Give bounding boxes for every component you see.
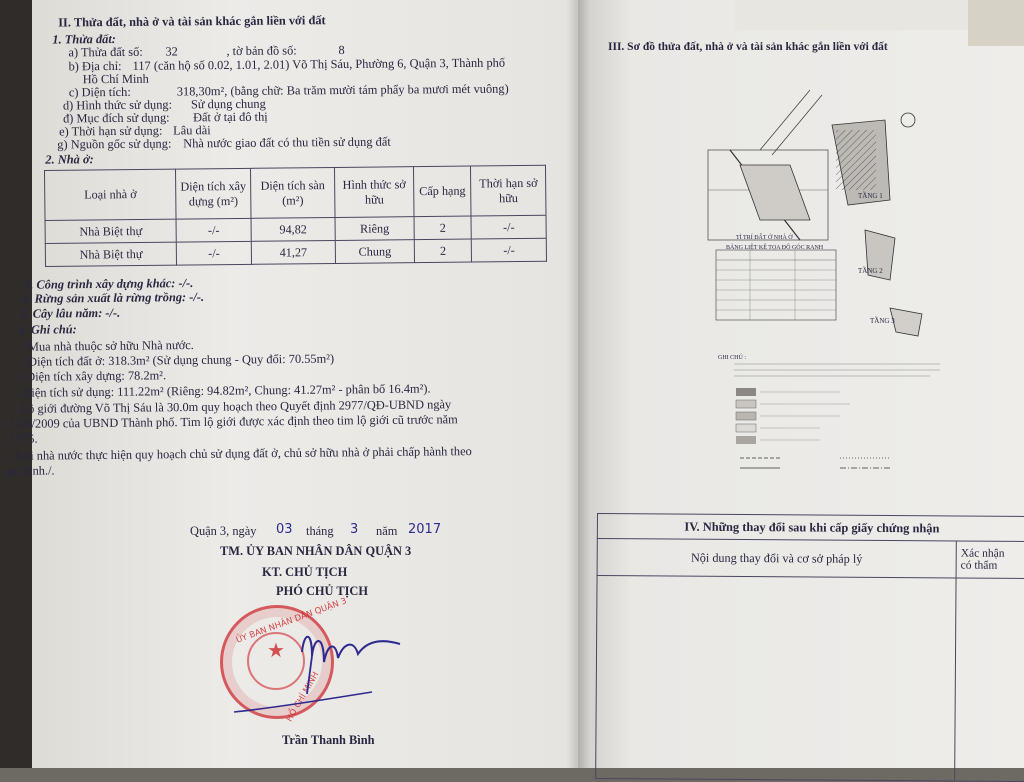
land-heading: 1. Thửa đất: [52, 31, 116, 47]
star-icon: ★ [267, 640, 285, 662]
note-line: - Diện tích sử dụng: 111.22m² (Riêng: 94.82m², Chung: 41.27m² - phân bổ 16.4m²). [15, 381, 431, 400]
signer-name: Trần Thanh Bình [282, 733, 375, 747]
cell: -/- [177, 241, 252, 265]
underlying-document-corner [968, 0, 1024, 46]
map-label: , tờ bản đồ số: [226, 43, 297, 59]
cell: Nhà Biệt thự [45, 219, 177, 243]
item-3: 3. Công trình xây dựng khác: -/-. [23, 275, 194, 292]
handwritten-signature [232, 612, 412, 722]
cell: Riêng [335, 217, 414, 241]
note-line: - Khi nhà nước thực hiện quy hoạch chủ sử dụng đất ở, chủ sở hữu nhà ở phải chấp hành theo [7, 444, 472, 463]
changes-col-content: Nội dung thay đổi và cơ sở pháp lý [597, 539, 956, 579]
section-iii-title: III. Sơ đồ thửa đất, nhà ở và tài sản khác gắn liền với đất [608, 41, 888, 53]
cell: 2 [414, 216, 472, 240]
item-6: 6. Ghi chú: [18, 322, 77, 337]
sign-kt: KT. CHỦ TỊCH [262, 565, 348, 579]
house-heading: 2. Nhà ở: [45, 152, 94, 167]
use-form-value: Sử dụng chung [190, 96, 266, 112]
item-4: 4. Rừng sản xuất là rừng trồng: -/-. [22, 289, 205, 306]
date-day: 03 [276, 522, 293, 537]
origin-label: g) Nguồn gốc sử dụng: [57, 136, 172, 152]
purpose-value: Đất ở tại đô thị [192, 109, 268, 125]
stamp-text-bottom: HỒ CHÍ MINH [284, 670, 322, 724]
cell: Nhà Biệt thự [45, 242, 177, 266]
note-line: - Diện tích đất ở: 318.3m² (Sử dụng chung - Quy đổi: 70.55m²) [20, 351, 335, 369]
note-line: - Lộ giới đường Võ Thị Sáu là 30.0m quy hoạch theo Quyết định 2977/QĐ-UBND ngày [13, 397, 452, 416]
changes-col-confirm-line2: có thẩm [960, 559, 998, 572]
changes-confirm-cell [955, 578, 1024, 781]
col-floor-area: Diện tích sàn (m²) [250, 167, 335, 218]
item-5: 5. Cây lâu năm: -/-. [20, 305, 121, 321]
note-line: - Mua nhà thuộc sở hữu Nhà nước. [20, 337, 194, 354]
changes-content-cell [596, 576, 956, 782]
date-prefix: Quận 3, ngày [190, 524, 257, 538]
sign-org: TM. ỦY BAN NHÂN DÂN QUẬN 3 [220, 544, 412, 558]
floor-1-label: TẦNG 1 [858, 192, 883, 200]
changes-empty-row [596, 576, 1024, 782]
changes-col-confirm-line1: Xác nhận [960, 547, 1005, 560]
col-grade: Cấp hạng [413, 166, 471, 217]
col-house-type: Loại nhà ở [45, 169, 177, 220]
area-label: c) Diện tích: [68, 84, 131, 100]
map-no: 8 [338, 42, 345, 58]
origin-value: Nhà nước giao đất có thu tiền sử dụng đất [183, 134, 391, 151]
date-month: 3 [350, 522, 359, 537]
changes-col-confirm [956, 541, 1024, 578]
sign-role: PHÓ CHỦ TỊCH [276, 584, 369, 598]
date-year: 2017 [408, 522, 442, 537]
cell: Chung [335, 240, 414, 264]
address-line2: Hồ Chí Minh [82, 71, 149, 87]
legend-label: GHI CHÚ : [718, 355, 746, 361]
floor-2-label: TẦNG 2 [858, 267, 883, 275]
cell: -/- [472, 238, 547, 262]
note-line: 1975. [9, 431, 38, 446]
land-plot-diagram [700, 70, 960, 350]
coord-caption: BẢNG LIỆT KÊ TỌA ĐỘ GÓC RANH [726, 245, 824, 251]
date-year-label: năm [376, 524, 398, 538]
changes-title: IV. Những thay đổi sau khi cấp giấy chứng nhận [597, 514, 1024, 542]
col-build-area: Diện tích xây dựng (m²) [176, 168, 251, 219]
use-form-label: d) Hình thức sử dụng: [62, 97, 173, 113]
cell: -/- [176, 218, 251, 242]
changes-header-row [597, 539, 1024, 579]
cell: 94,82 [251, 217, 335, 241]
cell: 41,27 [251, 240, 335, 264]
cell: 2 [414, 239, 472, 263]
legend-graphic [720, 360, 1000, 480]
date-month-label: tháng [306, 524, 334, 538]
area-value: 318,30m², (bằng chữ: Ba trăm mười tám phẩy ba mươi mét vuông) [176, 81, 509, 99]
address-label: b) Địa chỉ: [68, 58, 122, 74]
stamp-text-top: ỦY BAN NHÂN DÂN QUẬN 3 [234, 596, 349, 646]
cell: -/- [471, 215, 546, 239]
term-value: Lâu dài [173, 123, 211, 138]
term-label: e) Thời hạn sử dụng: [59, 123, 163, 139]
note-line: - Diện tích xây dựng: 78.2m². [18, 368, 167, 384]
map-caption: TỈ TRÍ ĐẤT Ở NHÀ Ở [736, 235, 793, 241]
col-ownership: Hình thức sở hữu [335, 167, 414, 218]
parcel-label: a) Thửa đất số: [68, 44, 143, 60]
note-line: 15/6/2009 của UBND Thành phố. Tim lộ giới được xác định theo tim lộ giới cũ trước năm [9, 412, 458, 431]
changes-table [595, 513, 1024, 782]
address-line1: 117 (căn hộ số 0.02, 1.01, 2.01) Võ Thị Sáu, Phường 6, Quận 3, Thành phố [132, 55, 506, 73]
section-ii-title: II. Thửa đất, nhà ở và tài sản khác gắn liền với đất [58, 13, 326, 30]
parcel-no: 32 [165, 44, 178, 59]
floor-3-label: TẦNG 3 [870, 317, 895, 325]
purpose-label: đ) Mục đích sử dụng: [62, 110, 170, 126]
col-term: Thời hạn sở hữu [471, 165, 546, 216]
changes-title-row [597, 514, 1024, 542]
note-line: qui định./. [3, 463, 55, 478]
